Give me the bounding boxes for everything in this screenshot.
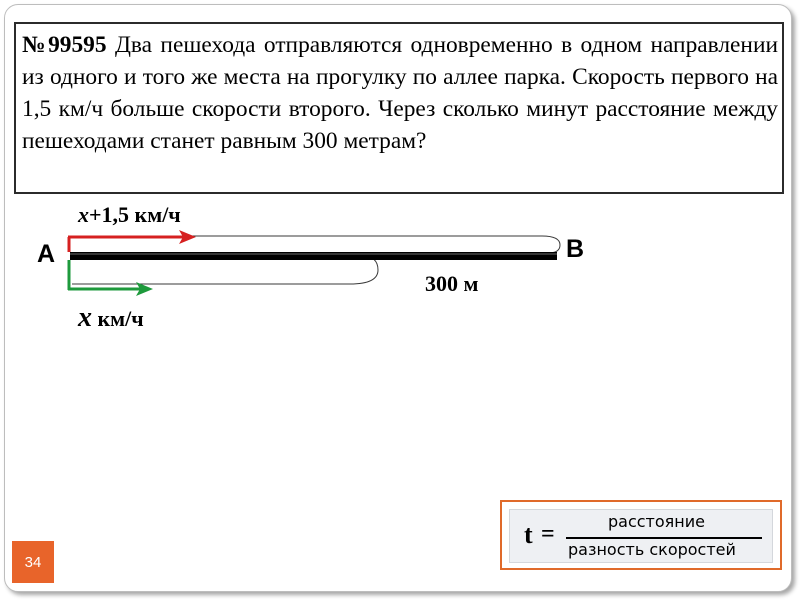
slow-speed-variable: x	[78, 302, 92, 333]
formula-panel	[509, 509, 773, 563]
fast-speed-label	[78, 202, 181, 228]
distance-label: 300 м	[425, 271, 479, 296]
fast-speed-text: +1,5 км/ч	[89, 202, 181, 227]
formula-box	[500, 500, 782, 570]
slow-speed-text: км/ч	[92, 306, 144, 331]
fast-speed-variable: x	[78, 202, 89, 227]
problem-statement: Два пешехода отправляются одновременно в одном направлении из одного и того же места на прогулку по аллее парка. Скорость первого на 1,5 км/ч больше скорости второго. Через сколько минут расстояние между пешеходами станет равным 300 метрам?	[22, 32, 778, 154]
formula-numerator: расстояние	[608, 512, 705, 531]
formula-equals: =	[541, 521, 555, 547]
fast-path-outline	[72, 236, 560, 253]
point-b-label: В	[566, 235, 585, 263]
problem-number: №99595	[22, 32, 107, 58]
formula-denominator: разность скоростей	[568, 540, 736, 559]
slow-path-outline	[72, 256, 378, 284]
slow-speed-label	[78, 302, 144, 334]
fraction-bar	[566, 537, 762, 539]
page-number-badge: 34	[12, 541, 54, 583]
point-a-label: А	[37, 240, 56, 268]
formula-t: t	[524, 520, 533, 549]
